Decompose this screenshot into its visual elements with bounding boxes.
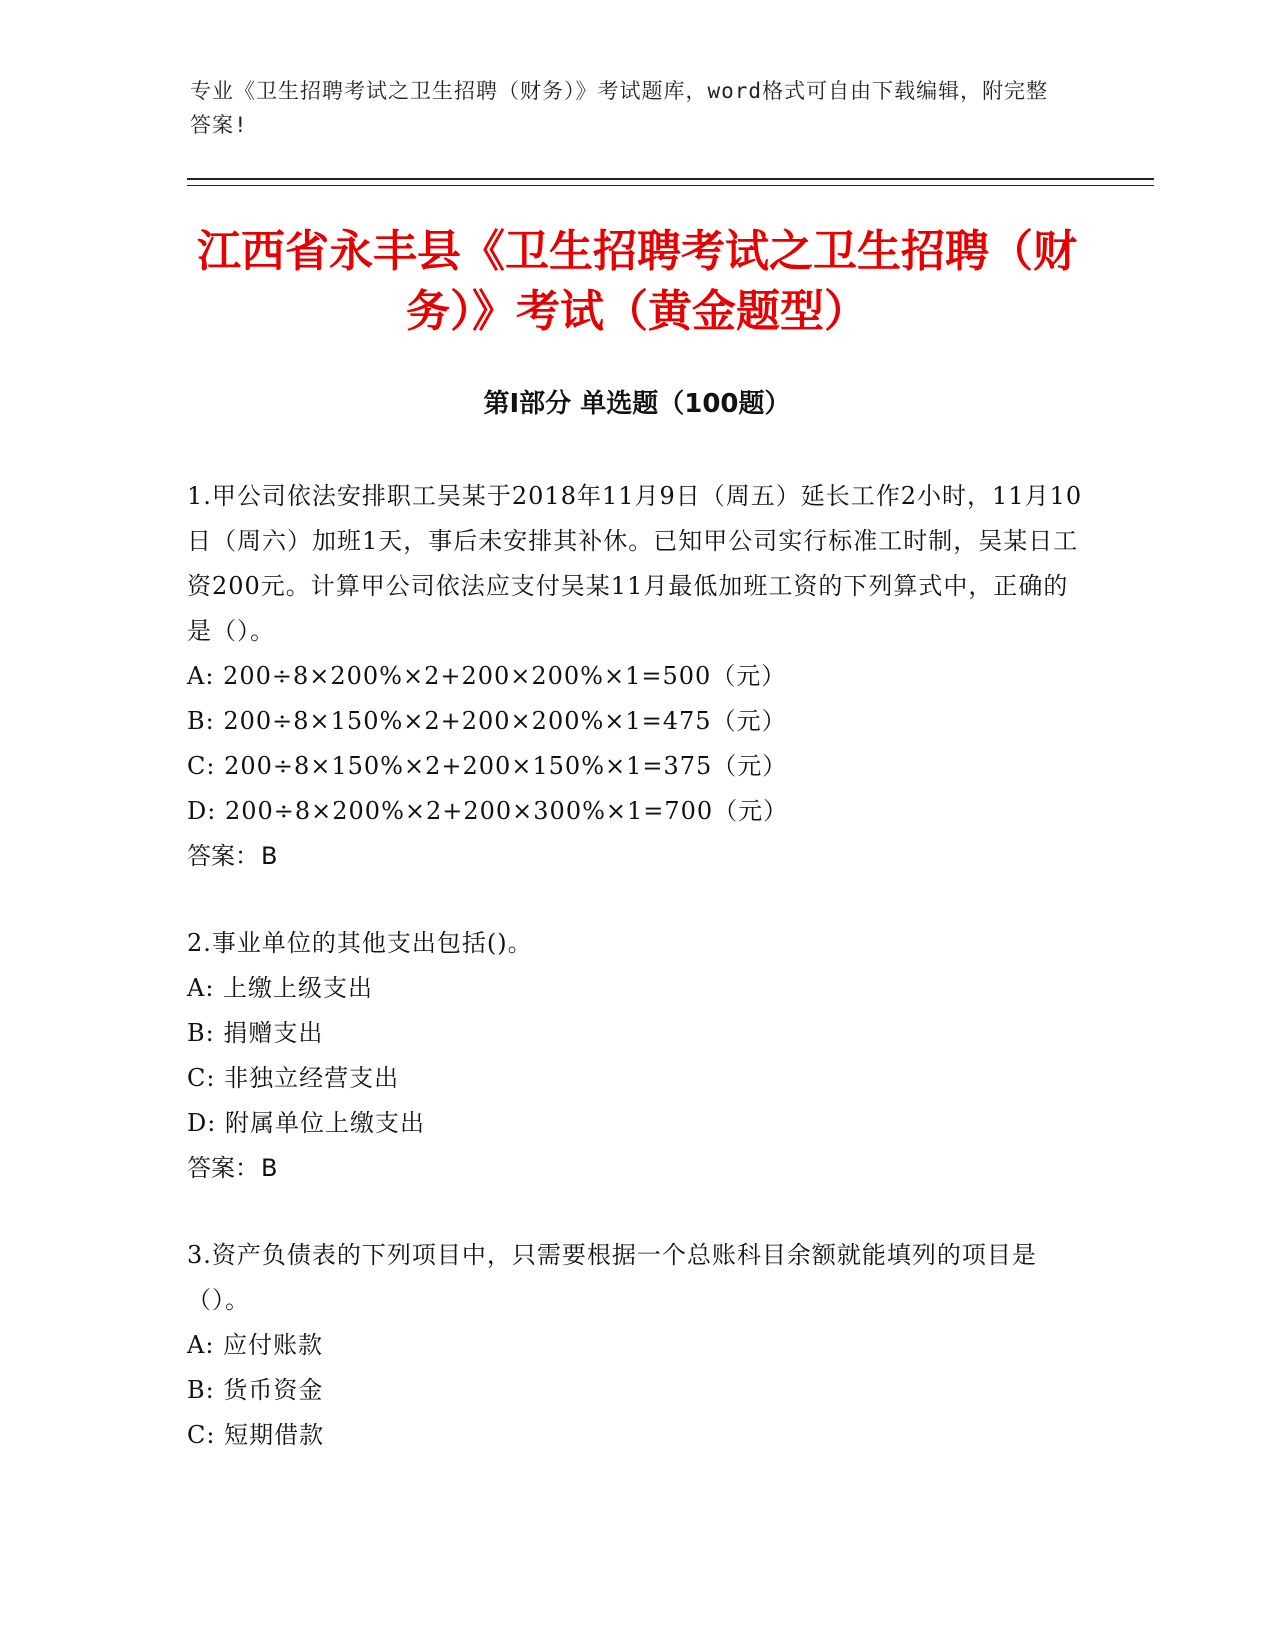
answer-label: 答案： [187,1154,259,1182]
option-c: C: 200÷8×150%×2+200×150%×1=375（元） [187,752,788,780]
answer-line [187,1146,1087,1191]
question-2 [187,921,1087,1191]
question-1 [187,474,1087,879]
question-list [187,474,1087,1500]
header-divider-thin [187,185,1154,186]
option-b: B: 货币资金 [187,1376,324,1404]
option-b: B: 捐赠支出 [187,1019,324,1047]
document-title: 江西省永丰县《卫生招聘考试之卫生招聘（财务）》考试（黄金题型） [197,226,1077,337]
option-c: C: 短期借款 [187,1421,325,1449]
answer-value: B [261,842,278,870]
question-3 [187,1233,1087,1458]
option-d: D: 200÷8×200%×2+200×300%×1=700（元） [187,797,789,825]
question-stem: 3.资产负债表的下列项目中，只需要根据一个总账科目余额就能填列的项目是（）。 [187,1241,1037,1314]
header-divider-thick [187,178,1154,180]
option-a: A: 上缴上级支出 [187,974,374,1002]
option-d: D: 附属单位上缴支出 [187,1109,425,1137]
answer-value: B [261,1154,278,1182]
answer-line [187,834,1087,879]
option-b: B: 200÷8×150%×2+200×200%×1=475（元） [187,707,787,735]
question-stem: 2.事业单位的其他支出包括()。 [187,929,533,957]
answer-label: 答案： [187,842,259,870]
section-title: 第I部分 单选题（100题） [483,389,791,419]
option-c: C: 非独立经营支出 [187,1064,400,1092]
option-a: A: 200÷8×200%×2+200×200%×1=500（元） [187,662,787,690]
option-a: A: 应付账款 [187,1331,324,1359]
question-stem: 1.甲公司依法安排职工吴某于2018年11月9日（周五）延长工作2小时，11月10日（周六）加班1天，事后未安排其补休。已知甲公司实行标准工时制，吴某日工资200元。计算甲公司依法应支付吴某11月最低加班工资的下列算式中，正确的是（）。 [187,482,1083,645]
header-note: 专业《卫生招聘考试之卫生招聘（财务）》考试题库，word格式可自由下载编辑，附完整答案! [190,79,1049,137]
